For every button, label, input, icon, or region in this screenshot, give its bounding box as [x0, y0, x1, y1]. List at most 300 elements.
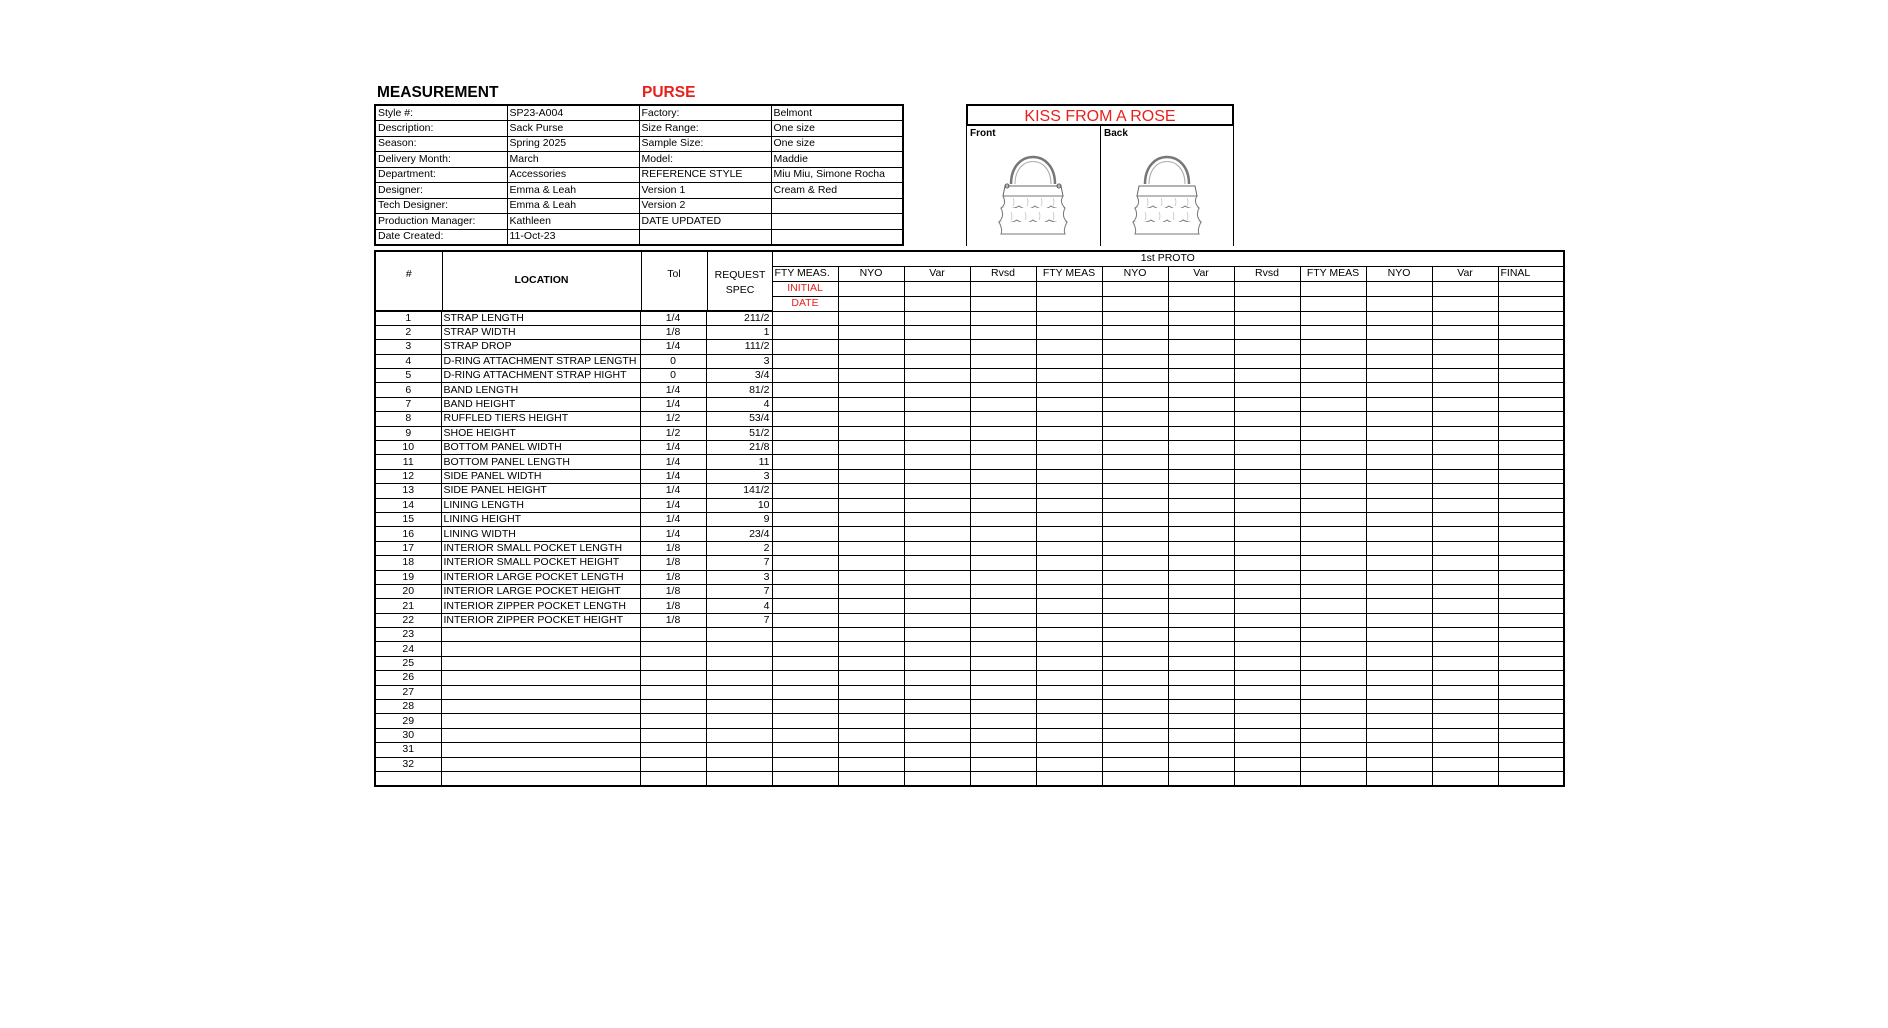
measurement-cell[interactable]	[1168, 714, 1234, 728]
measurement-cell[interactable]	[1366, 743, 1432, 757]
measurement-cell[interactable]	[1366, 757, 1432, 771]
measurement-cell[interactable]	[970, 613, 1036, 627]
measurement-cell[interactable]	[1498, 757, 1564, 771]
measurement-cell[interactable]	[1168, 311, 1234, 325]
measurement-cell[interactable]	[1036, 656, 1102, 670]
measurement-cell[interactable]	[1300, 685, 1366, 699]
measurement-cell[interactable]	[1300, 656, 1366, 670]
measurement-cell[interactable]	[970, 671, 1036, 685]
measurement-cell[interactable]	[772, 512, 838, 526]
measurement-cell[interactable]	[1498, 728, 1564, 742]
measurement-cell[interactable]	[772, 685, 838, 699]
measurement-cell[interactable]	[838, 570, 904, 584]
measurement-cell[interactable]	[1102, 498, 1168, 512]
measurement-cell[interactable]	[1102, 369, 1168, 383]
measurement-cell[interactable]	[838, 599, 904, 613]
measurement-cell[interactable]	[970, 556, 1036, 570]
measurement-cell[interactable]	[772, 628, 838, 642]
measurement-cell[interactable]	[772, 441, 838, 455]
measurement-cell[interactable]	[1036, 628, 1102, 642]
measurement-cell[interactable]	[1300, 412, 1366, 426]
measurement-cell[interactable]	[772, 541, 838, 555]
measurement-cell[interactable]	[772, 397, 838, 411]
measurement-cell[interactable]	[1036, 570, 1102, 584]
measurement-cell[interactable]	[1102, 426, 1168, 440]
measurement-cell[interactable]	[1036, 743, 1102, 757]
measurement-cell[interactable]	[1234, 311, 1300, 325]
cell[interactable]	[1300, 281, 1366, 296]
measurement-cell[interactable]	[1168, 700, 1234, 714]
measurement-cell[interactable]	[1234, 556, 1300, 570]
measurement-cell[interactable]	[904, 441, 970, 455]
measurement-cell[interactable]	[904, 311, 970, 325]
measurement-cell[interactable]	[838, 369, 904, 383]
measurement-cell[interactable]	[1366, 383, 1432, 397]
measurement-cell[interactable]	[1432, 469, 1498, 483]
measurement-cell[interactable]	[1498, 311, 1564, 325]
measurement-cell[interactable]	[904, 743, 970, 757]
measurement-cell[interactable]	[1498, 743, 1564, 757]
measurement-cell[interactable]	[904, 671, 970, 685]
measurement-cell[interactable]	[838, 656, 904, 670]
measurement-cell[interactable]	[1036, 772, 1102, 786]
measurement-cell[interactable]	[1300, 584, 1366, 598]
measurement-cell[interactable]	[904, 426, 970, 440]
measurement-cell[interactable]	[1168, 498, 1234, 512]
measurement-cell[interactable]	[1366, 584, 1432, 598]
measurement-cell[interactable]	[1102, 484, 1168, 498]
cell[interactable]	[838, 296, 904, 311]
measurement-cell[interactable]	[1366, 455, 1432, 469]
measurement-cell[interactable]	[1168, 412, 1234, 426]
measurement-cell[interactable]	[1168, 728, 1234, 742]
measurement-cell[interactable]	[1432, 311, 1498, 325]
measurement-cell[interactable]	[970, 541, 1036, 555]
measurement-cell[interactable]	[838, 728, 904, 742]
measurement-cell[interactable]	[970, 628, 1036, 642]
measurement-cell[interactable]	[1498, 340, 1564, 354]
measurement-cell[interactable]	[1366, 728, 1432, 742]
measurement-cell[interactable]	[1036, 584, 1102, 598]
measurement-cell[interactable]	[1234, 426, 1300, 440]
measurement-cell[interactable]	[772, 469, 838, 483]
measurement-cell[interactable]	[1234, 671, 1300, 685]
measurement-cell[interactable]	[1498, 541, 1564, 555]
measurement-cell[interactable]	[1168, 743, 1234, 757]
measurement-cell[interactable]	[1300, 757, 1366, 771]
measurement-cell[interactable]	[904, 383, 970, 397]
measurement-cell[interactable]	[1234, 656, 1300, 670]
cell[interactable]	[1036, 281, 1102, 296]
measurement-cell[interactable]	[970, 397, 1036, 411]
measurement-cell[interactable]	[1432, 340, 1498, 354]
measurement-cell[interactable]	[1102, 656, 1168, 670]
measurement-cell[interactable]	[1498, 584, 1564, 598]
cell[interactable]	[1432, 296, 1498, 311]
measurement-cell[interactable]	[1366, 512, 1432, 526]
cell[interactable]	[1102, 281, 1168, 296]
measurement-cell[interactable]	[772, 743, 838, 757]
measurement-cell[interactable]	[970, 714, 1036, 728]
measurement-cell[interactable]	[838, 325, 904, 339]
measurement-cell[interactable]	[1102, 527, 1168, 541]
measurement-cell[interactable]	[970, 743, 1036, 757]
measurement-cell[interactable]	[970, 685, 1036, 699]
measurement-cell[interactable]	[904, 613, 970, 627]
measurement-cell[interactable]	[1036, 469, 1102, 483]
measurement-cell[interactable]	[1036, 757, 1102, 771]
measurement-cell[interactable]	[1300, 714, 1366, 728]
measurement-cell[interactable]	[1300, 628, 1366, 642]
measurement-cell[interactable]	[1432, 412, 1498, 426]
measurement-cell[interactable]	[1168, 455, 1234, 469]
measurement-cell[interactable]	[1366, 484, 1432, 498]
measurement-cell[interactable]	[1432, 656, 1498, 670]
measurement-cell[interactable]	[1168, 584, 1234, 598]
cell[interactable]	[1234, 296, 1300, 311]
measurement-cell[interactable]	[970, 412, 1036, 426]
measurement-cell[interactable]	[1432, 700, 1498, 714]
measurement-cell[interactable]	[1498, 469, 1564, 483]
measurement-cell[interactable]	[1036, 642, 1102, 656]
measurement-cell[interactable]	[1036, 512, 1102, 526]
measurement-cell[interactable]	[1366, 714, 1432, 728]
measurement-cell[interactable]	[1300, 613, 1366, 627]
measurement-cell[interactable]	[772, 354, 838, 368]
measurement-cell[interactable]	[1234, 527, 1300, 541]
measurement-cell[interactable]	[1366, 354, 1432, 368]
measurement-cell[interactable]	[838, 685, 904, 699]
measurement-cell[interactable]	[1036, 441, 1102, 455]
measurement-cell[interactable]	[1234, 369, 1300, 383]
measurement-cell[interactable]	[904, 512, 970, 526]
measurement-cell[interactable]	[1036, 397, 1102, 411]
measurement-cell[interactable]	[1102, 743, 1168, 757]
measurement-cell[interactable]	[1234, 599, 1300, 613]
measurement-cell[interactable]	[1168, 628, 1234, 642]
measurement-cell[interactable]	[1036, 714, 1102, 728]
measurement-cell[interactable]	[772, 613, 838, 627]
measurement-cell[interactable]	[1498, 714, 1564, 728]
measurement-cell[interactable]	[970, 642, 1036, 656]
measurement-cell[interactable]	[772, 642, 838, 656]
measurement-cell[interactable]	[970, 311, 1036, 325]
measurement-cell[interactable]	[1036, 700, 1102, 714]
measurement-cell[interactable]	[838, 527, 904, 541]
measurement-cell[interactable]	[1366, 325, 1432, 339]
cell[interactable]	[904, 296, 970, 311]
measurement-cell[interactable]	[1498, 397, 1564, 411]
measurement-cell[interactable]	[772, 757, 838, 771]
measurement-cell[interactable]	[1432, 397, 1498, 411]
measurement-cell[interactable]	[1300, 441, 1366, 455]
measurement-cell[interactable]	[1366, 340, 1432, 354]
measurement-cell[interactable]	[1432, 772, 1498, 786]
measurement-cell[interactable]	[1102, 757, 1168, 771]
measurement-cell[interactable]	[1168, 383, 1234, 397]
measurement-cell[interactable]	[1300, 340, 1366, 354]
measurement-cell[interactable]	[1300, 642, 1366, 656]
cell[interactable]	[1036, 296, 1102, 311]
measurement-cell[interactable]	[838, 340, 904, 354]
measurement-cell[interactable]	[1366, 426, 1432, 440]
measurement-cell[interactable]	[1102, 685, 1168, 699]
measurement-cell[interactable]	[1432, 714, 1498, 728]
measurement-cell[interactable]	[1234, 570, 1300, 584]
cell[interactable]	[1234, 281, 1300, 296]
measurement-cell[interactable]	[1300, 743, 1366, 757]
measurement-cell[interactable]	[1498, 484, 1564, 498]
measurement-cell[interactable]	[1300, 469, 1366, 483]
measurement-cell[interactable]	[838, 354, 904, 368]
measurement-cell[interactable]	[1168, 656, 1234, 670]
measurement-cell[interactable]	[1036, 325, 1102, 339]
measurement-cell[interactable]	[1234, 757, 1300, 771]
measurement-cell[interactable]	[1366, 642, 1432, 656]
measurement-cell[interactable]	[1102, 599, 1168, 613]
measurement-cell[interactable]	[772, 412, 838, 426]
measurement-cell[interactable]	[838, 743, 904, 757]
measurement-cell[interactable]	[1036, 354, 1102, 368]
measurement-cell[interactable]	[1300, 397, 1366, 411]
measurement-cell[interactable]	[1300, 498, 1366, 512]
measurement-cell[interactable]	[904, 570, 970, 584]
measurement-cell[interactable]	[1432, 628, 1498, 642]
measurement-cell[interactable]	[904, 541, 970, 555]
measurement-cell[interactable]	[1102, 383, 1168, 397]
measurement-cell[interactable]	[1036, 340, 1102, 354]
measurement-cell[interactable]	[838, 498, 904, 512]
measurement-cell[interactable]	[1366, 685, 1432, 699]
measurement-cell[interactable]	[1498, 426, 1564, 440]
measurement-cell[interactable]	[1036, 484, 1102, 498]
measurement-cell[interactable]	[904, 484, 970, 498]
measurement-cell[interactable]	[1498, 599, 1564, 613]
measurement-cell[interactable]	[772, 325, 838, 339]
measurement-cell[interactable]	[838, 484, 904, 498]
cell[interactable]	[1498, 296, 1564, 311]
measurement-cell[interactable]	[904, 354, 970, 368]
measurement-cell[interactable]	[904, 527, 970, 541]
measurement-cell[interactable]	[1432, 671, 1498, 685]
measurement-cell[interactable]	[1366, 369, 1432, 383]
measurement-cell[interactable]	[1432, 584, 1498, 598]
measurement-cell[interactable]	[838, 397, 904, 411]
measurement-cell[interactable]	[1234, 584, 1300, 598]
measurement-cell[interactable]	[904, 469, 970, 483]
measurement-cell[interactable]	[1168, 354, 1234, 368]
measurement-cell[interactable]	[970, 340, 1036, 354]
measurement-cell[interactable]	[1300, 671, 1366, 685]
measurement-cell[interactable]	[1498, 700, 1564, 714]
measurement-cell[interactable]	[1366, 613, 1432, 627]
measurement-cell[interactable]	[1432, 484, 1498, 498]
measurement-cell[interactable]	[1234, 455, 1300, 469]
measurement-cell[interactable]	[772, 383, 838, 397]
measurement-cell[interactable]	[1168, 642, 1234, 656]
measurement-cell[interactable]	[772, 484, 838, 498]
measurement-cell[interactable]	[838, 469, 904, 483]
measurement-cell[interactable]	[772, 728, 838, 742]
measurement-cell[interactable]	[1234, 441, 1300, 455]
measurement-cell[interactable]	[970, 455, 1036, 469]
measurement-cell[interactable]	[1300, 527, 1366, 541]
measurement-cell[interactable]	[838, 556, 904, 570]
measurement-cell[interactable]	[838, 642, 904, 656]
measurement-cell[interactable]	[1234, 512, 1300, 526]
measurement-cell[interactable]	[1168, 340, 1234, 354]
measurement-cell[interactable]	[1234, 325, 1300, 339]
measurement-cell[interactable]	[1432, 743, 1498, 757]
measurement-cell[interactable]	[904, 700, 970, 714]
measurement-cell[interactable]	[1432, 613, 1498, 627]
measurement-cell[interactable]	[1366, 671, 1432, 685]
measurement-cell[interactable]	[1036, 455, 1102, 469]
measurement-cell[interactable]	[772, 311, 838, 325]
measurement-cell[interactable]	[904, 685, 970, 699]
measurement-cell[interactable]	[1234, 772, 1300, 786]
measurement-cell[interactable]	[1234, 728, 1300, 742]
measurement-cell[interactable]	[970, 426, 1036, 440]
measurement-cell[interactable]	[1234, 613, 1300, 627]
measurement-cell[interactable]	[838, 441, 904, 455]
measurement-cell[interactable]	[1102, 642, 1168, 656]
measurement-cell[interactable]	[1168, 757, 1234, 771]
measurement-cell[interactable]	[1366, 570, 1432, 584]
measurement-cell[interactable]	[838, 426, 904, 440]
measurement-cell[interactable]	[1366, 700, 1432, 714]
measurement-cell[interactable]	[838, 772, 904, 786]
measurement-cell[interactable]	[772, 426, 838, 440]
measurement-cell[interactable]	[1234, 714, 1300, 728]
cell[interactable]	[838, 281, 904, 296]
measurement-cell[interactable]	[1168, 556, 1234, 570]
measurement-cell[interactable]	[1102, 469, 1168, 483]
cell[interactable]	[1300, 296, 1366, 311]
measurement-cell[interactable]	[970, 441, 1036, 455]
measurement-cell[interactable]	[1432, 757, 1498, 771]
measurement-cell[interactable]	[904, 412, 970, 426]
measurement-cell[interactable]	[1102, 570, 1168, 584]
measurement-cell[interactable]	[904, 714, 970, 728]
measurement-cell[interactable]	[1036, 685, 1102, 699]
measurement-cell[interactable]	[1102, 556, 1168, 570]
measurement-cell[interactable]	[1234, 354, 1300, 368]
measurement-cell[interactable]	[904, 325, 970, 339]
measurement-cell[interactable]	[1234, 743, 1300, 757]
measurement-cell[interactable]	[970, 469, 1036, 483]
measurement-cell[interactable]	[1300, 426, 1366, 440]
measurement-cell[interactable]	[1498, 498, 1564, 512]
measurement-cell[interactable]	[1102, 311, 1168, 325]
measurement-cell[interactable]	[1366, 656, 1432, 670]
measurement-cell[interactable]	[838, 412, 904, 426]
measurement-cell[interactable]	[1102, 772, 1168, 786]
measurement-cell[interactable]	[1432, 728, 1498, 742]
measurement-cell[interactable]	[1168, 325, 1234, 339]
measurement-cell[interactable]	[970, 369, 1036, 383]
measurement-cell[interactable]	[1366, 397, 1432, 411]
cell[interactable]	[1168, 296, 1234, 311]
measurement-cell[interactable]	[1168, 441, 1234, 455]
measurement-cell[interactable]	[1102, 354, 1168, 368]
measurement-cell[interactable]	[1168, 484, 1234, 498]
measurement-cell[interactable]	[1168, 512, 1234, 526]
measurement-cell[interactable]	[772, 369, 838, 383]
measurement-cell[interactable]	[1498, 671, 1564, 685]
measurement-cell[interactable]	[1300, 455, 1366, 469]
measurement-cell[interactable]	[1432, 541, 1498, 555]
measurement-cell[interactable]	[1432, 512, 1498, 526]
measurement-cell[interactable]	[1432, 570, 1498, 584]
measurement-cell[interactable]	[970, 728, 1036, 742]
measurement-cell[interactable]	[1036, 541, 1102, 555]
measurement-cell[interactable]	[1300, 484, 1366, 498]
measurement-cell[interactable]	[904, 656, 970, 670]
measurement-cell[interactable]	[1102, 397, 1168, 411]
measurement-cell[interactable]	[1366, 527, 1432, 541]
measurement-cell[interactable]	[1168, 613, 1234, 627]
measurement-cell[interactable]	[838, 700, 904, 714]
measurement-cell[interactable]	[1432, 354, 1498, 368]
measurement-cell[interactable]	[970, 325, 1036, 339]
measurement-cell[interactable]	[1102, 613, 1168, 627]
measurement-cell[interactable]	[1168, 369, 1234, 383]
measurement-cell[interactable]	[970, 584, 1036, 598]
measurement-cell[interactable]	[1168, 469, 1234, 483]
measurement-cell[interactable]	[1498, 685, 1564, 699]
measurement-cell[interactable]	[904, 642, 970, 656]
measurement-cell[interactable]	[1102, 584, 1168, 598]
measurement-cell[interactable]	[1234, 412, 1300, 426]
cell[interactable]	[1366, 296, 1432, 311]
measurement-cell[interactable]	[1168, 527, 1234, 541]
measurement-cell[interactable]	[1498, 656, 1564, 670]
measurement-cell[interactable]	[970, 570, 1036, 584]
measurement-cell[interactable]	[1300, 556, 1366, 570]
measurement-cell[interactable]	[838, 714, 904, 728]
measurement-cell[interactable]	[772, 498, 838, 512]
measurement-cell[interactable]	[1366, 412, 1432, 426]
measurement-cell[interactable]	[1432, 426, 1498, 440]
measurement-cell[interactable]	[1432, 369, 1498, 383]
measurement-cell[interactable]	[1300, 599, 1366, 613]
measurement-cell[interactable]	[1498, 628, 1564, 642]
measurement-cell[interactable]	[904, 728, 970, 742]
measurement-cell[interactable]	[1432, 455, 1498, 469]
measurement-cell[interactable]	[1036, 426, 1102, 440]
measurement-cell[interactable]	[772, 671, 838, 685]
cell[interactable]	[1366, 281, 1432, 296]
measurement-cell[interactable]	[1168, 671, 1234, 685]
measurement-cell[interactable]	[970, 656, 1036, 670]
measurement-cell[interactable]	[772, 570, 838, 584]
measurement-cell[interactable]	[1036, 527, 1102, 541]
measurement-cell[interactable]	[1234, 700, 1300, 714]
measurement-cell[interactable]	[1300, 369, 1366, 383]
measurement-cell[interactable]	[838, 541, 904, 555]
measurement-cell[interactable]	[970, 527, 1036, 541]
measurement-cell[interactable]	[772, 556, 838, 570]
measurement-cell[interactable]	[838, 613, 904, 627]
measurement-cell[interactable]	[838, 671, 904, 685]
measurement-cell[interactable]	[904, 340, 970, 354]
measurement-cell[interactable]	[772, 527, 838, 541]
measurement-cell[interactable]	[1102, 728, 1168, 742]
measurement-cell[interactable]	[970, 498, 1036, 512]
measurement-cell[interactable]	[772, 700, 838, 714]
measurement-cell[interactable]	[1498, 455, 1564, 469]
